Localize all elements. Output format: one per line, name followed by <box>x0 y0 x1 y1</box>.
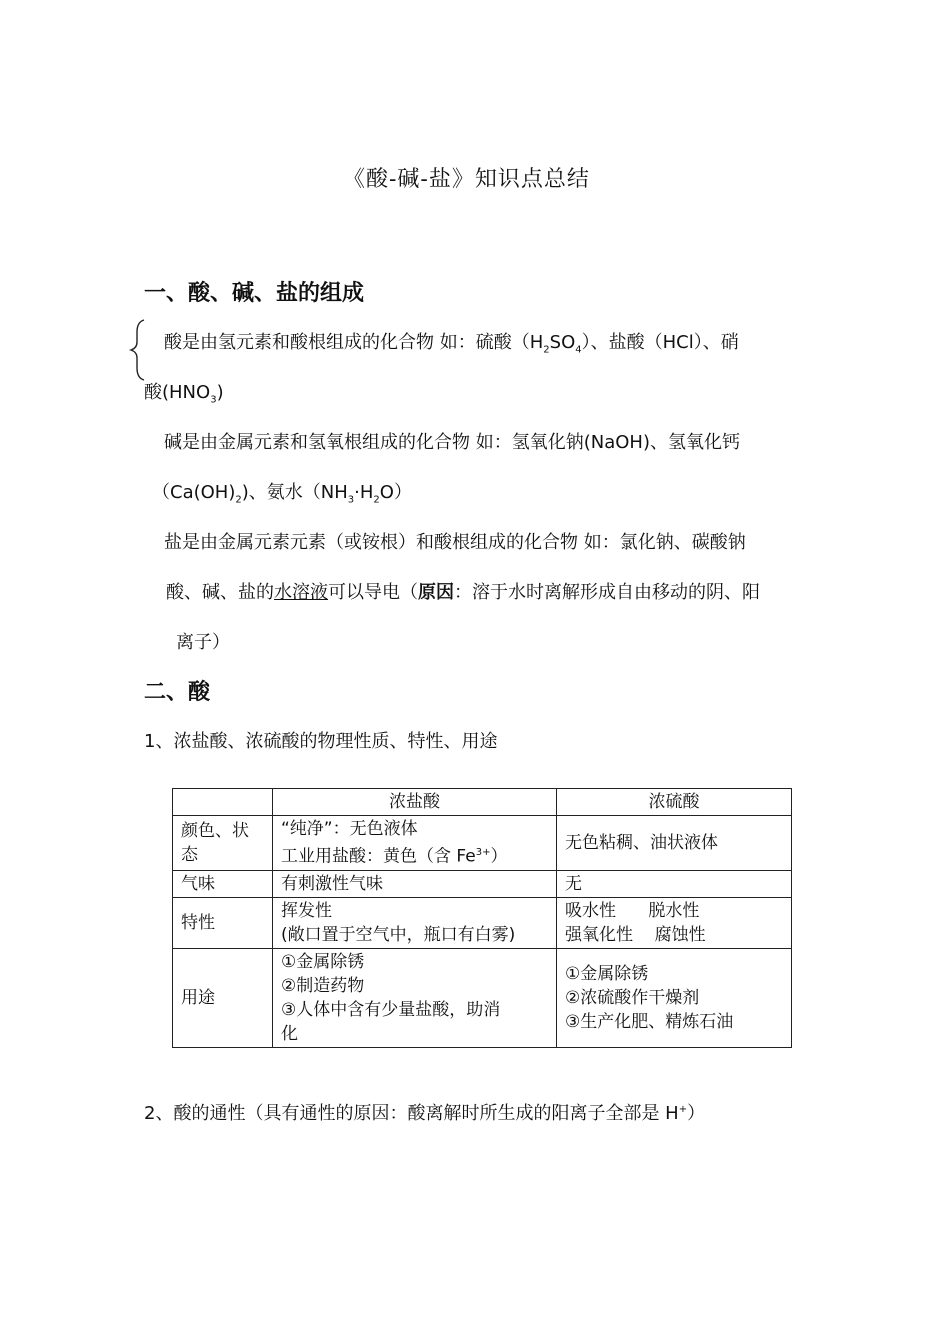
acid-definition-cont: 酸$(HNO_3)$ <box>144 382 224 406</box>
section2-heading: 二、酸 <box>144 680 211 705</box>
subsection-2: 2、酸的通性（具有通性的原因：酸离解时所生成的阳离子全部是 H+） <box>144 1103 706 1124</box>
table-row <box>173 897 792 948</box>
cell-h2so4: 无 <box>557 870 792 897</box>
brace-icon <box>128 318 148 382</box>
row-label: 特性 <box>173 897 273 948</box>
table-row <box>173 816 792 871</box>
row-label: 用途 <box>173 948 273 1047</box>
conductivity-note-cont: 离子） <box>176 632 230 653</box>
table-row <box>173 948 792 1047</box>
row-label: 气味 <box>173 870 273 897</box>
table-header-h2so4: 浓硫酸 <box>557 789 792 816</box>
cell-h2so4: ①金属除锈 ②浓硫酸作干燥剂 ③生产化肥、精炼石油 <box>557 948 792 1047</box>
cell-hcl: ①金属除锈 ②制造药物 ③人体中含有少量盐酸，助消 化 <box>273 948 557 1047</box>
table-row <box>173 870 792 897</box>
row-label: 颜色、状 态 <box>173 816 273 871</box>
base-definition-cont: $(Ca(OH)_2)$、氨水$(NH_3\cdot H_2O)$ <box>152 482 412 506</box>
subsection-1: 1、浓盐酸、浓硫酸的物理性质、特性、用途 <box>144 731 498 752</box>
acid-definition: 酸是由氢元素和酸根组成的化合物 如：硫酸$(H_2SO_4)$、盐酸（HCl）、硝 <box>164 332 739 356</box>
cell-hcl: “纯净”：无色液体 工业用盐酸：黄色（含 $Fe^{3+}$） <box>273 816 557 871</box>
conductivity-note: 酸、碱、盐的水溶液可以导电（原因：溶于水时离解形成自由移动的阴、阳 <box>166 582 760 603</box>
section1-heading: 一、酸、碱、盐的组成 <box>144 281 365 306</box>
base-definition: 碱是由金属元素和氢氧根组成的化合物 如：氢氧化钠(NaOH)、氢氧化钙 <box>164 432 740 453</box>
acid-properties-table <box>172 788 792 1048</box>
table-header-cell <box>173 789 273 816</box>
cell-hcl: 挥发性 (敞口置于空气中，瓶口有白雾) <box>273 897 557 948</box>
page-title: 《酸-碱-盐》知识点总结 <box>343 167 590 192</box>
cell-hcl: 有刺激性气味 <box>273 870 557 897</box>
table-header-row <box>173 789 792 816</box>
cell-h2so4: 吸水性 脱水性 强氧化性 腐蚀性 <box>557 897 792 948</box>
table-header-hcl: 浓盐酸 <box>273 789 557 816</box>
cell-h2so4: 无色粘稠、油状液体 <box>557 816 792 871</box>
salt-definition: 盐是由金属元素元素（或铵根）和酸根组成的化合物 如：氯化钠、碳酸钠 <box>164 532 746 553</box>
